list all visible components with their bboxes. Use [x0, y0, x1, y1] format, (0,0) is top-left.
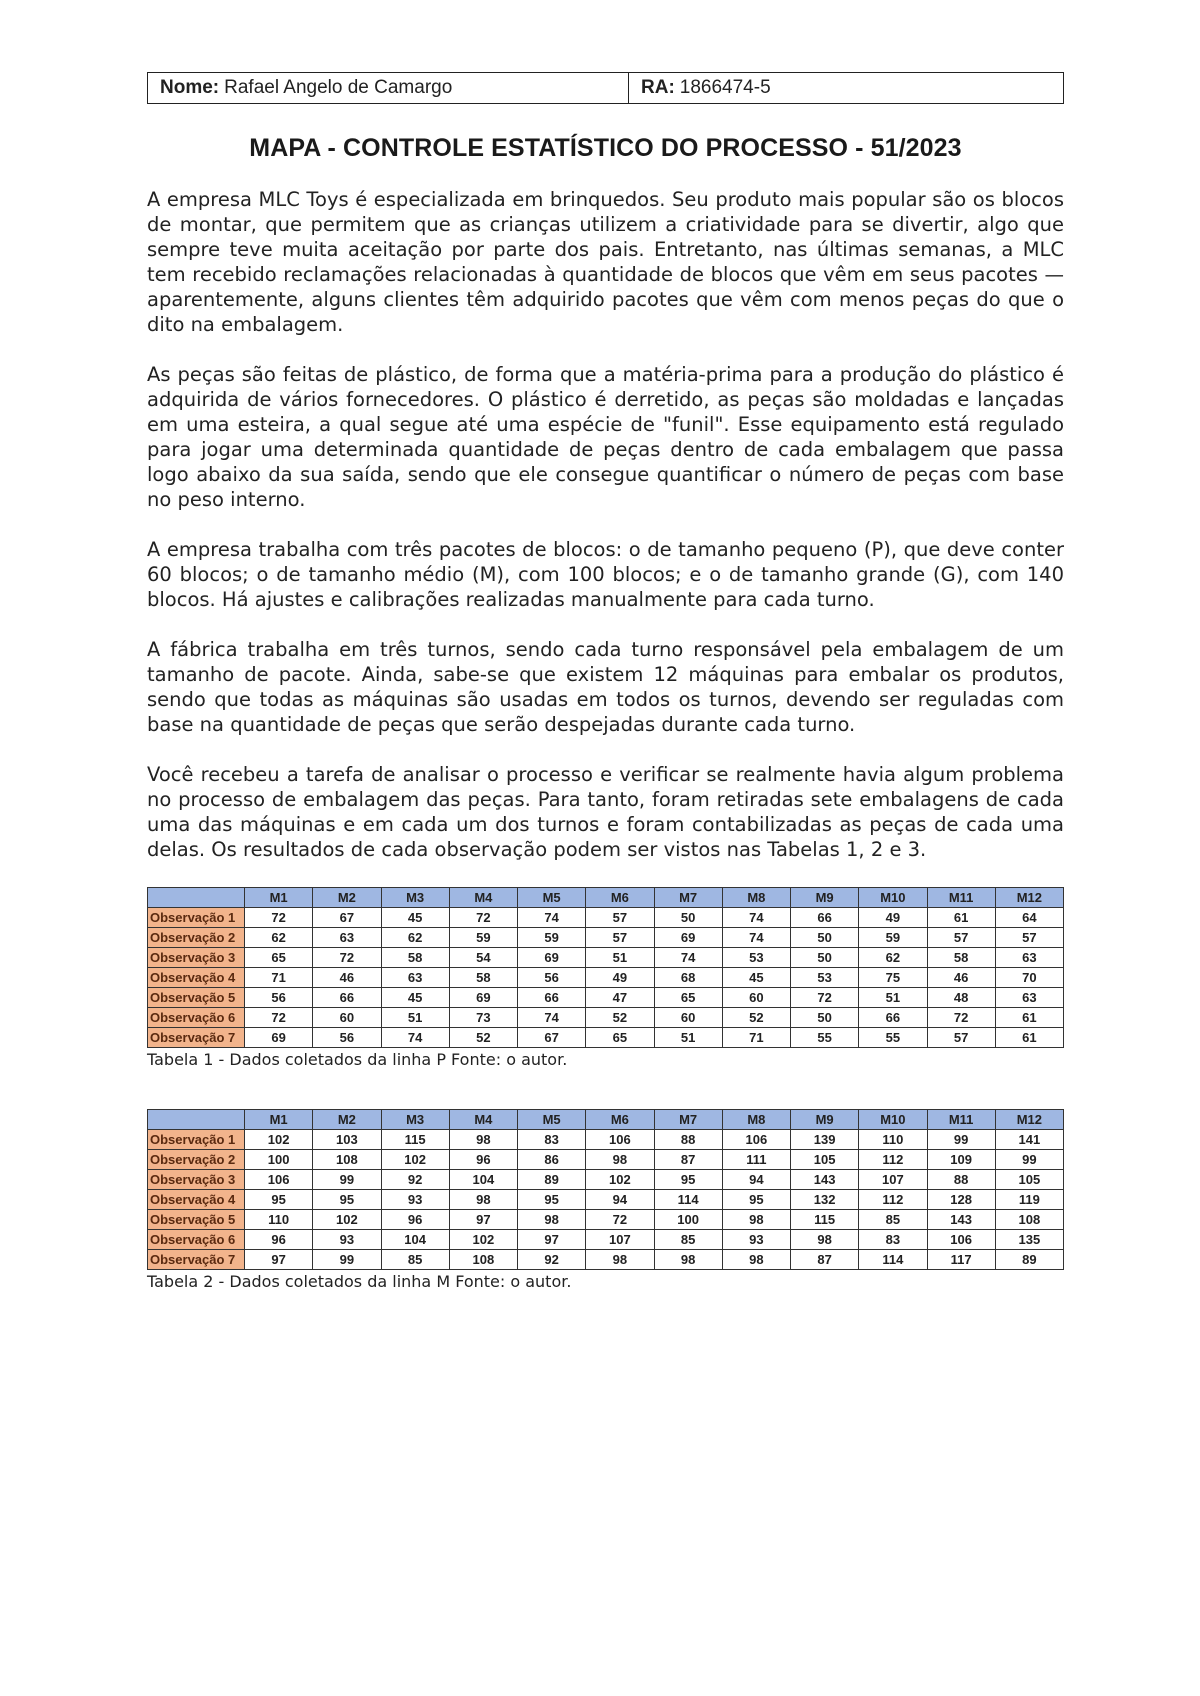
table-cell: 69	[449, 988, 517, 1008]
table-row	[148, 1008, 1064, 1028]
column-header: M5	[518, 1110, 586, 1130]
table-cell: 57	[586, 928, 654, 948]
table-cell: 59	[518, 928, 586, 948]
paragraph-materials: As peças são feitas de plástico, de forma que a matéria-prima para a produção do plástico é adquirida de vários fornecedores. O plástico é derretido, as peças são moldadas e lançadas em uma esteira, a qual segue até uma espécie de "funil". Esse equipamento está regulado para jogar uma determinada quantidade de peças dentro de cada embalagem que passa logo abaixo da sua saída, sendo que ele consegue quantificar o número de peças com base no peso interno.	[147, 363, 1064, 511]
table-cell: 60	[313, 1008, 381, 1028]
table-cell: 98	[586, 1250, 654, 1270]
table-cell: 57	[586, 908, 654, 928]
table-cell: 67	[518, 1028, 586, 1048]
table-cell: 72	[791, 988, 859, 1008]
table-cell: 85	[859, 1210, 927, 1230]
table-row	[148, 928, 1064, 948]
table-cell: 50	[791, 948, 859, 968]
table-cell: 95	[245, 1190, 313, 1210]
data-table-line-p	[147, 887, 1064, 1048]
row-label: Observação 3	[148, 1170, 245, 1190]
table-cell: 74	[654, 948, 722, 968]
table-cell: 56	[245, 988, 313, 1008]
table-cell: 85	[654, 1230, 722, 1250]
table-cell: 51	[586, 948, 654, 968]
table-cell: 100	[245, 1150, 313, 1170]
table-header-row	[148, 1110, 1064, 1130]
table-cell: 85	[381, 1250, 449, 1270]
table-row	[148, 1250, 1064, 1270]
table-cell: 98	[722, 1210, 790, 1230]
column-header: M1	[245, 888, 313, 908]
table-cell: 108	[313, 1150, 381, 1170]
table-row	[148, 968, 1064, 988]
table-corner-cell	[148, 888, 245, 908]
column-header: M8	[722, 888, 790, 908]
table-cell: 93	[381, 1190, 449, 1210]
column-header: M12	[995, 888, 1063, 908]
table-cell: 98	[518, 1210, 586, 1230]
table1-block	[147, 887, 1064, 1069]
table-cell: 119	[995, 1190, 1063, 1210]
column-header: M2	[313, 888, 381, 908]
table-row	[148, 1150, 1064, 1170]
table-cell: 72	[586, 1210, 654, 1230]
table-cell: 139	[791, 1130, 859, 1150]
column-header: M3	[381, 888, 449, 908]
table-cell: 95	[313, 1190, 381, 1210]
table-cell: 52	[586, 1008, 654, 1028]
table-cell: 59	[859, 928, 927, 948]
table-row	[148, 1210, 1064, 1230]
table-cell: 53	[791, 968, 859, 988]
table-cell: 72	[245, 908, 313, 928]
table-cell: 89	[995, 1250, 1063, 1270]
table-cell: 52	[449, 1028, 517, 1048]
table-cell: 97	[245, 1250, 313, 1270]
table-cell: 58	[927, 948, 995, 968]
table-cell: 61	[995, 1008, 1063, 1028]
table-cell: 115	[381, 1130, 449, 1150]
row-label: Observação 7	[148, 1028, 245, 1048]
table-cell: 107	[859, 1170, 927, 1190]
table-cell: 99	[313, 1250, 381, 1270]
table-cell: 132	[791, 1190, 859, 1210]
table-cell: 55	[859, 1028, 927, 1048]
table-cell: 99	[313, 1170, 381, 1190]
table-cell: 110	[245, 1210, 313, 1230]
table-cell: 51	[381, 1008, 449, 1028]
table-cell: 95	[654, 1170, 722, 1190]
table-cell: 115	[791, 1210, 859, 1230]
table-cell: 143	[791, 1170, 859, 1190]
table-cell: 69	[518, 948, 586, 968]
table-cell: 51	[654, 1028, 722, 1048]
name-label: Nome:	[160, 77, 220, 98]
table1-caption: Tabela 1 - Dados coletados da linha P Fonte: o autor.	[147, 1050, 568, 1069]
table-cell: 75	[859, 968, 927, 988]
table-cell: 111	[722, 1150, 790, 1170]
table-cell: 106	[586, 1130, 654, 1150]
table-cell: 74	[518, 908, 586, 928]
table-cell: 92	[518, 1250, 586, 1270]
table-cell: 50	[791, 928, 859, 948]
table-cell: 52	[722, 1008, 790, 1028]
table-cell: 98	[449, 1190, 517, 1210]
table-cell: 45	[381, 988, 449, 1008]
table2-block	[147, 1109, 1064, 1291]
table-cell: 63	[995, 948, 1063, 968]
row-label: Observação 5	[148, 1210, 245, 1230]
table-cell: 54	[449, 948, 517, 968]
table-cell: 86	[518, 1150, 586, 1170]
name-field	[148, 73, 629, 103]
table-cell: 65	[586, 1028, 654, 1048]
row-label: Observação 4	[148, 1190, 245, 1210]
table-cell: 62	[381, 928, 449, 948]
table-cell: 60	[654, 1008, 722, 1028]
table-cell: 87	[654, 1150, 722, 1170]
table-row	[148, 1170, 1064, 1190]
column-header: M2	[313, 1110, 381, 1130]
data-table-line-m	[147, 1109, 1064, 1270]
table-cell: 88	[654, 1130, 722, 1150]
row-label: Observação 4	[148, 968, 245, 988]
table-cell: 72	[245, 1008, 313, 1028]
table-cell: 53	[722, 948, 790, 968]
table-cell: 97	[449, 1210, 517, 1230]
table-cell: 96	[449, 1150, 517, 1170]
table-cell: 60	[722, 988, 790, 1008]
table-cell: 97	[518, 1230, 586, 1250]
table-cell: 46	[313, 968, 381, 988]
table-cell: 50	[654, 908, 722, 928]
paragraph-task: Você recebeu a tarefa de analisar o processo e verificar se realmente havia algum problema no processo de embalagem das peças. Para tanto, foram retiradas sete embalagens de cada uma das máquinas e em cada um dos turnos e foram contabilizadas as peças de cada uma delas. Os resultados de cada observação podem ser vistos nas Tabelas 1, 2 e 3.	[147, 763, 1064, 861]
table-cell: 62	[245, 928, 313, 948]
table-cell: 62	[859, 948, 927, 968]
table-cell: 65	[654, 988, 722, 1008]
table-cell: 57	[927, 1028, 995, 1048]
table-cell: 65	[245, 948, 313, 968]
table-cell: 98	[722, 1250, 790, 1270]
table-cell: 99	[927, 1130, 995, 1150]
table-cell: 46	[927, 968, 995, 988]
table-cell: 92	[381, 1170, 449, 1190]
row-label: Observação 7	[148, 1250, 245, 1270]
row-label: Observação 1	[148, 1130, 245, 1150]
table-corner-cell	[148, 1110, 245, 1130]
table-cell: 68	[654, 968, 722, 988]
column-header: M7	[654, 888, 722, 908]
table-cell: 59	[449, 928, 517, 948]
table-cell: 87	[791, 1250, 859, 1270]
table-cell: 56	[518, 968, 586, 988]
table-cell: 72	[313, 948, 381, 968]
table-cell: 95	[518, 1190, 586, 1210]
column-header: M9	[791, 888, 859, 908]
column-header: M9	[791, 1110, 859, 1130]
column-header: M11	[927, 1110, 995, 1130]
table-cell: 108	[995, 1210, 1063, 1230]
table-cell: 104	[381, 1230, 449, 1250]
table-cell: 143	[927, 1210, 995, 1230]
table-cell: 100	[654, 1210, 722, 1230]
table-row	[148, 988, 1064, 1008]
table-cell: 66	[859, 1008, 927, 1028]
table-cell: 73	[449, 1008, 517, 1028]
table-cell: 93	[313, 1230, 381, 1250]
table-cell: 102	[245, 1130, 313, 1150]
table-cell: 103	[313, 1130, 381, 1150]
table-cell: 83	[518, 1130, 586, 1150]
table-cell: 108	[449, 1250, 517, 1270]
table-cell: 49	[586, 968, 654, 988]
table-cell: 102	[381, 1150, 449, 1170]
table-cell: 63	[995, 988, 1063, 1008]
table-cell: 114	[859, 1250, 927, 1270]
column-header: M12	[995, 1110, 1063, 1130]
table-cell: 66	[518, 988, 586, 1008]
table-cell: 51	[859, 988, 927, 1008]
column-header: M10	[859, 888, 927, 908]
table-cell: 93	[722, 1230, 790, 1250]
document-page	[147, 72, 1064, 1291]
table-cell: 128	[927, 1190, 995, 1210]
table-cell: 49	[859, 908, 927, 928]
table-cell: 66	[791, 908, 859, 928]
table-cell: 61	[995, 1028, 1063, 1048]
table-cell: 58	[381, 948, 449, 968]
table-cell: 96	[381, 1210, 449, 1230]
row-label: Observação 6	[148, 1008, 245, 1028]
table-cell: 47	[586, 988, 654, 1008]
table-cell: 48	[927, 988, 995, 1008]
table-cell: 102	[586, 1170, 654, 1190]
paragraph-packages: A empresa trabalha com três pacotes de blocos: o de tamanho pequeno (P), que deve conter 60 blocos; o de tamanho médio (M), com 100 blocos; e o de tamanho grande (G), com 140 blocos. Há ajustes e calibrações realizadas manualmente para cada turno.	[147, 538, 1064, 611]
document-title: MAPA - CONTROLE ESTATÍSTICO DO PROCESSO - 51/2023	[249, 134, 962, 162]
table-cell: 74	[722, 928, 790, 948]
table-cell: 45	[381, 908, 449, 928]
table-cell: 105	[995, 1170, 1063, 1190]
table-cell: 72	[449, 908, 517, 928]
table-cell: 74	[381, 1028, 449, 1048]
table-cell: 50	[791, 1008, 859, 1028]
table-cell: 88	[927, 1170, 995, 1190]
ra-value: 1866474-5	[679, 77, 771, 98]
table-row	[148, 1190, 1064, 1210]
table-cell: 94	[722, 1170, 790, 1190]
table2-caption: Tabela 2 - Dados coletados da linha M Fonte: o autor.	[147, 1272, 572, 1291]
table-cell: 71	[245, 968, 313, 988]
column-header: M10	[859, 1110, 927, 1130]
table-cell: 72	[927, 1008, 995, 1028]
table-cell: 63	[313, 928, 381, 948]
table-cell: 106	[245, 1170, 313, 1190]
column-header: M1	[245, 1110, 313, 1130]
table-cell: 74	[518, 1008, 586, 1028]
table-cell: 105	[791, 1150, 859, 1170]
table-cell: 57	[927, 928, 995, 948]
table-cell: 45	[722, 968, 790, 988]
table-row	[148, 908, 1064, 928]
column-header: M6	[586, 888, 654, 908]
table-cell: 70	[995, 968, 1063, 988]
table-cell: 64	[995, 908, 1063, 928]
table-cell: 106	[722, 1130, 790, 1150]
table-cell: 94	[586, 1190, 654, 1210]
table-cell: 102	[449, 1230, 517, 1250]
table-cell: 104	[449, 1170, 517, 1190]
table-cell: 98	[586, 1150, 654, 1170]
table-cell: 74	[722, 908, 790, 928]
column-header: M4	[449, 888, 517, 908]
table-cell: 117	[927, 1250, 995, 1270]
table-cell: 55	[791, 1028, 859, 1048]
row-label: Observação 2	[148, 928, 245, 948]
table-cell: 71	[722, 1028, 790, 1048]
table-cell: 96	[245, 1230, 313, 1250]
row-label: Observação 5	[148, 988, 245, 1008]
ra-field	[629, 73, 771, 103]
column-header: M6	[586, 1110, 654, 1130]
table-cell: 98	[791, 1230, 859, 1250]
name-value: Rafael Angelo de Camargo	[224, 77, 453, 98]
column-header: M8	[722, 1110, 790, 1130]
table-cell: 95	[722, 1190, 790, 1210]
table-cell: 110	[859, 1130, 927, 1150]
ra-label: RA:	[641, 77, 675, 98]
table-row	[148, 1230, 1064, 1250]
table-row	[148, 1130, 1064, 1150]
table-cell: 67	[313, 908, 381, 928]
paragraph-shifts: A fábrica trabalha em três turnos, sendo cada turno responsável pela embalagem de um tamanho de pacote. Ainda, sabe-se que existem 12 máquinas para embalar os produtos, sendo que todas as máquinas são usadas em todos os turnos, devendo ser reguladas com base na quantidade de peças que serão despejadas durante cada turno.	[147, 638, 1064, 736]
table-cell: 63	[381, 968, 449, 988]
table-cell: 107	[586, 1230, 654, 1250]
table-cell: 141	[995, 1130, 1063, 1150]
column-header: M11	[927, 888, 995, 908]
table-cell: 98	[654, 1250, 722, 1270]
table-cell: 66	[313, 988, 381, 1008]
column-header: M3	[381, 1110, 449, 1130]
column-header: M4	[449, 1110, 517, 1130]
table-row	[148, 1028, 1064, 1048]
table-cell: 112	[859, 1190, 927, 1210]
row-label: Observação 1	[148, 908, 245, 928]
table-cell: 102	[313, 1210, 381, 1230]
row-label: Observação 6	[148, 1230, 245, 1250]
table-cell: 57	[995, 928, 1063, 948]
table-cell: 89	[518, 1170, 586, 1190]
table-cell: 112	[859, 1150, 927, 1170]
table-row	[148, 948, 1064, 968]
table-cell: 106	[927, 1230, 995, 1250]
table-cell: 58	[449, 968, 517, 988]
paragraph-intro: A empresa MLC Toys é especializada em brinquedos. Seu produto mais popular são os blocos de montar, que permitem que as crianças utilizem a criatividade para se divertir, algo que sempre teve muita aceitação por parte dos pais. Entretanto, nas últimas semanas, a MLC tem recebido reclamações relacionadas à quantidade de blocos que vêm em seus pacotes — aparentemente, alguns clientes têm adquirido pacotes que vêm com menos peças do que o dito na embalagem.	[147, 188, 1064, 336]
row-label: Observação 3	[148, 948, 245, 968]
table-cell: 56	[313, 1028, 381, 1048]
table-cell: 109	[927, 1150, 995, 1170]
table-cell: 99	[995, 1150, 1063, 1170]
table-cell: 114	[654, 1190, 722, 1210]
table-cell: 69	[654, 928, 722, 948]
student-header	[147, 72, 1064, 104]
table-cell: 61	[927, 908, 995, 928]
table-cell: 98	[449, 1130, 517, 1150]
column-header: M7	[654, 1110, 722, 1130]
column-header: M5	[518, 888, 586, 908]
row-label: Observação 2	[148, 1150, 245, 1170]
table-cell: 135	[995, 1230, 1063, 1250]
table-cell: 83	[859, 1230, 927, 1250]
table-header-row	[148, 888, 1064, 908]
table-cell: 69	[245, 1028, 313, 1048]
